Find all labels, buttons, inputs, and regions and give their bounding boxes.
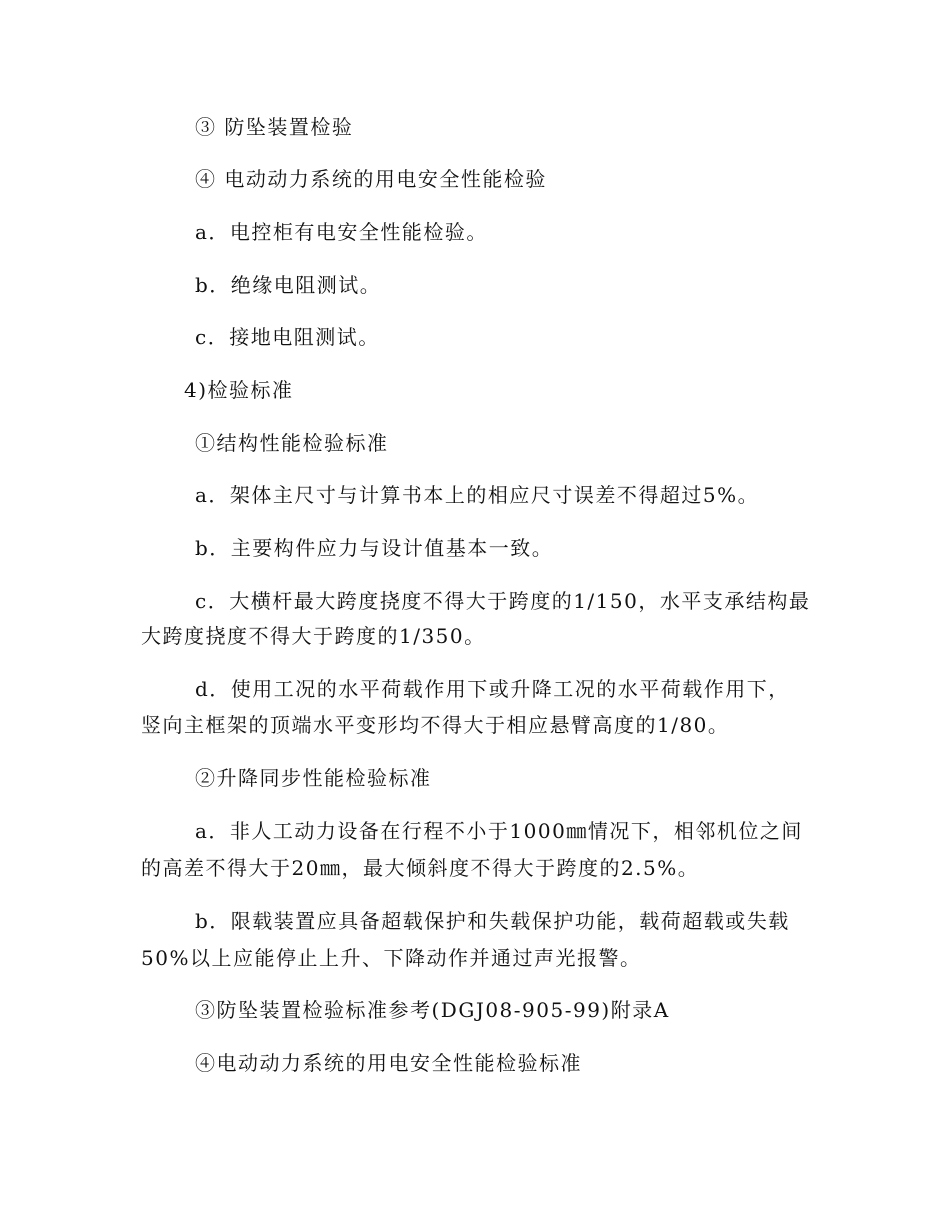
text-line: c．接地电阻测试。: [195, 325, 380, 349]
text-line: a．非人工动力设备在行程不小于1000㎜情况下，相邻机位之间: [195, 819, 803, 843]
text-line: a．电控柜有电安全性能检验。: [195, 220, 488, 244]
subsection-heading: ②升降同步性能检验标准: [195, 766, 432, 790]
text-line: d．使用工况的水平荷载作用下或升降工况的水平荷载作用下，: [195, 677, 790, 701]
text-line: a．架体主尺寸与计算书本上的相应尺寸误差不得超过5%。: [195, 483, 760, 507]
text-line: ③ 防坠装置检验: [195, 115, 354, 139]
section-heading: 4)检验标准: [184, 378, 294, 402]
subsection-heading: ④电动动力系统的用电安全性能检验标准: [195, 1051, 582, 1075]
text-line: b．限载装置应具备超载保护和失载保护功能，载荷超载或失载: [195, 909, 790, 933]
text-line: 竖向主框架的顶端水平变形均不得大于相应悬臂高度的1/80。: [141, 713, 730, 737]
text-line: ④ 电动动力系统的用电安全性能检验: [195, 167, 547, 191]
text-line: b．绝缘电阻测试。: [195, 273, 382, 297]
text-line: c．大横杆最大跨度挠度不得大于跨度的1/150，水平支承结构最: [195, 589, 811, 613]
subsection-heading: ①结构性能检验标准: [195, 431, 389, 455]
text-line: 的高差不得大于20㎜，最大倾斜度不得大于跨度的2.5%。: [141, 856, 700, 880]
text-line: 大跨度挠度不得大于跨度的1/350。: [141, 624, 486, 648]
text-line: 50%以上应能停止上升、下降动作并通过声光报警。: [141, 946, 642, 970]
text-line: b．主要构件应力与设计值基本一致。: [195, 536, 554, 560]
subsection-heading: ③防坠装置检验标准参考(DGJ08-905-99)附录A: [195, 998, 670, 1022]
